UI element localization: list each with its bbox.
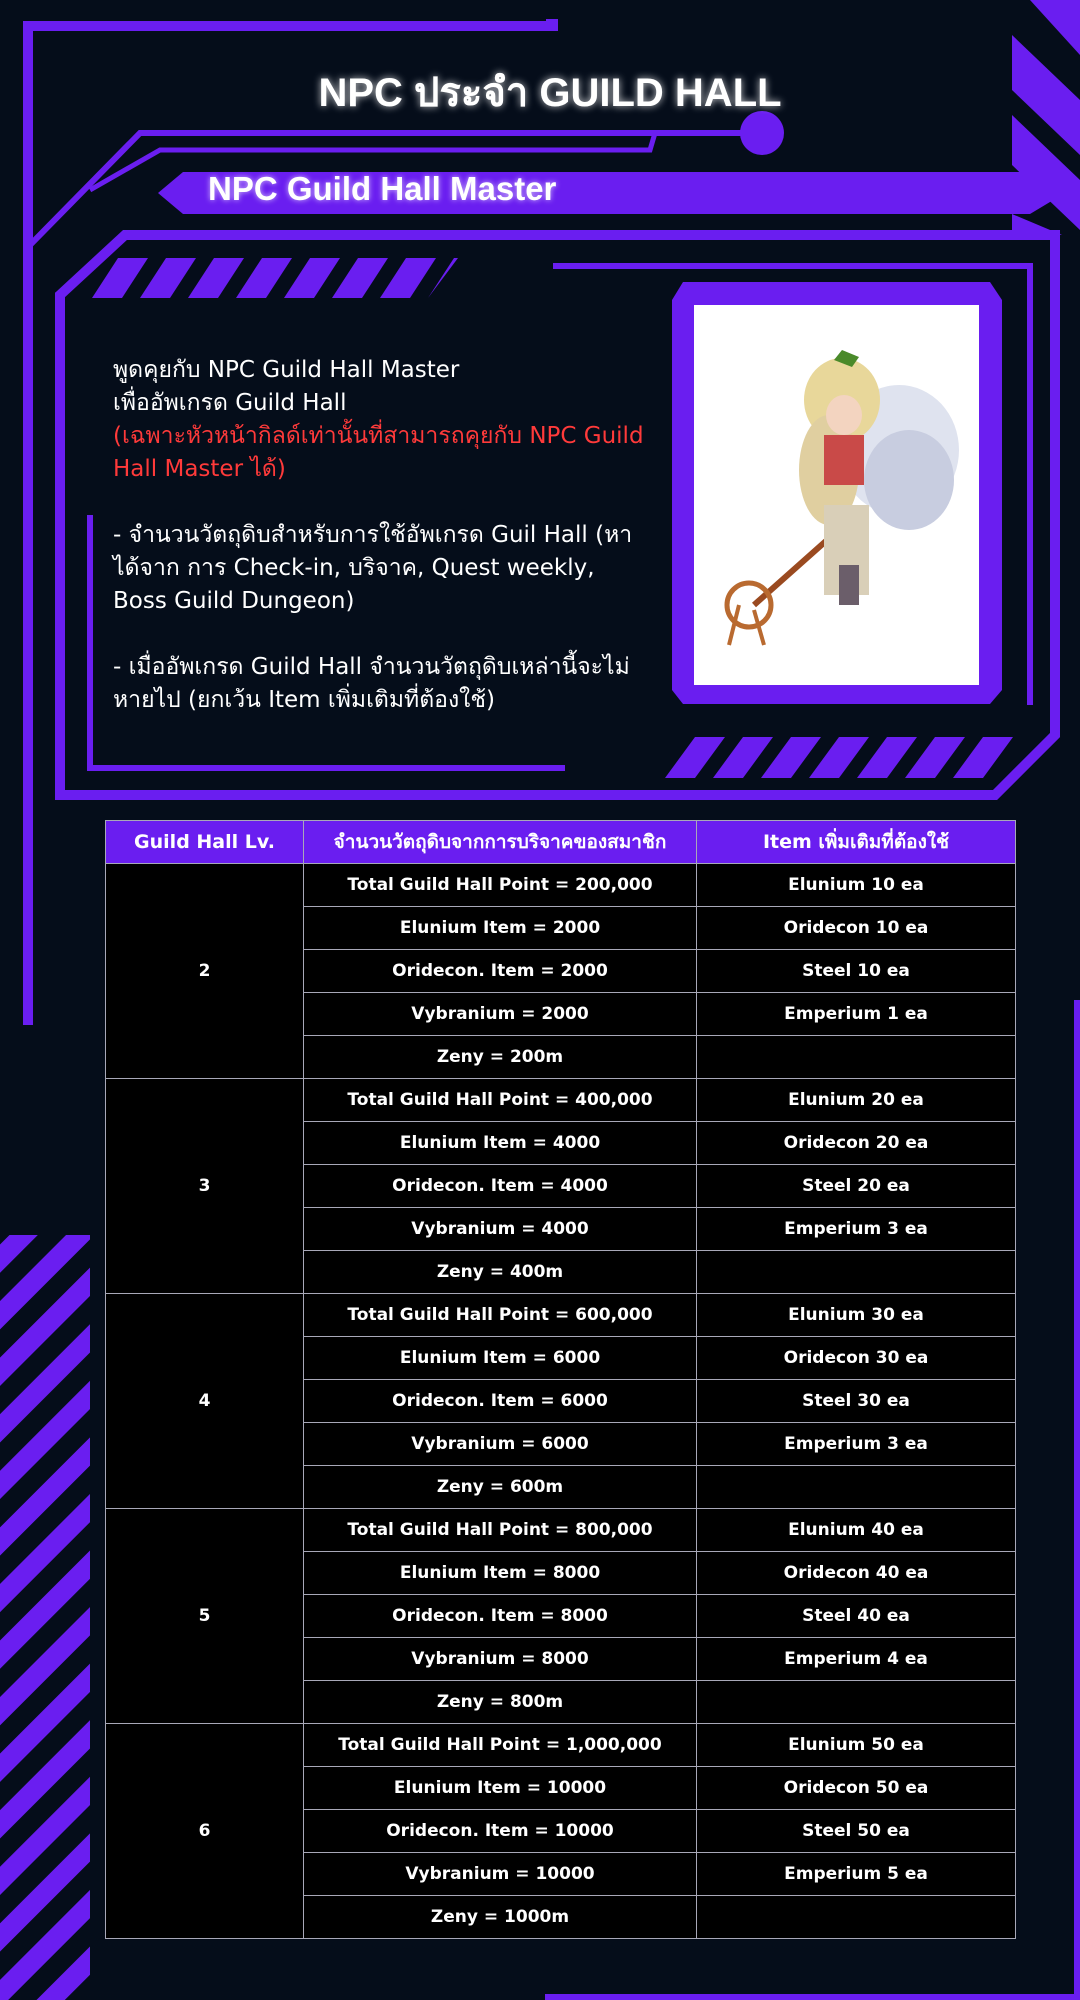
item-cell: Steel 20 ea xyxy=(697,1165,1016,1208)
page-title: NPC ประจำ GUILD HALL xyxy=(318,71,782,115)
item-cell: Oridecon 20 ea xyxy=(697,1122,1016,1165)
material-cell: Elunium Item = 8000 xyxy=(304,1552,697,1595)
item-cell: Oridecon 10 ea xyxy=(697,907,1016,950)
item-cell: Steel 30 ea xyxy=(697,1380,1016,1423)
item-cell: Elunium 50 ea xyxy=(697,1724,1016,1767)
npc-guild-hall-master-sprite-icon xyxy=(694,305,979,685)
npc-description xyxy=(113,354,653,750)
item-cell: Elunium 30 ea xyxy=(697,1294,1016,1337)
material-cell: Zeny = 400m xyxy=(304,1251,697,1294)
item-cell xyxy=(697,1036,1016,1079)
item-cell xyxy=(697,1466,1016,1509)
material-cell: Vybranium = 2000 xyxy=(304,993,697,1036)
item-cell: Oridecon 40 ea xyxy=(697,1552,1016,1595)
material-cell: Total Guild Hall Point = 200,000 xyxy=(304,864,697,907)
material-cell: Oridecon. Item = 2000 xyxy=(304,950,697,993)
table-row xyxy=(106,1724,1016,1767)
table-header-row xyxy=(106,821,1016,864)
materials-bullet: - จำนวนวัตถุดิบสำหรับการใช้อัพเกรด Guil Hall (หาได้จาก การ Check-in, บริจาค, Quest weekly, Boss Guild Dungeon) xyxy=(113,522,633,614)
item-cell: Steel 40 ea xyxy=(697,1595,1016,1638)
materials-persist-bullet: - เมื่ออัพเกรด Guild Hall จำนวนวัตถุดิบเหล่านี้จะไม่หายไป (ยกเว้น Item เพิ่มเติมที่ต้องใช้) xyxy=(113,654,630,713)
description-line2: เพื่ออัพเกรด Guild Hall xyxy=(113,390,347,416)
material-cell: Vybranium = 10000 xyxy=(304,1853,697,1896)
description-line1: พูดคุยกับ NPC Guild Hall Master xyxy=(113,357,460,383)
material-cell: Total Guild Hall Point = 800,000 xyxy=(304,1509,697,1552)
item-cell: Oridecon 30 ea xyxy=(697,1337,1016,1380)
material-cell: Zeny = 600m xyxy=(304,1466,697,1509)
item-cell: Elunium 10 ea xyxy=(697,864,1016,907)
header-guild-hall-lv: Guild Hall Lv. xyxy=(106,821,304,864)
header-member-donation-materials: จำนวนวัตถุดิบจากการบริจาคของสมาชิก xyxy=(304,821,697,864)
item-cell: Emperium 3 ea xyxy=(697,1423,1016,1466)
material-cell: Elunium Item = 2000 xyxy=(304,907,697,950)
level-cell: 5 xyxy=(106,1509,304,1724)
npc-banner-label: NPC Guild Hall Master xyxy=(208,170,557,207)
item-cell: Emperium 3 ea xyxy=(697,1208,1016,1251)
table-row xyxy=(106,864,1016,907)
material-cell: Oridecon. Item = 10000 xyxy=(304,1810,697,1853)
material-cell: Oridecon. Item = 6000 xyxy=(304,1380,697,1423)
material-cell: Total Guild Hall Point = 1,000,000 xyxy=(304,1724,697,1767)
leader-only-note: (เฉพาะหัวหน้ากิลด์เท่านั้นที่สามารถคุยกับ NPC Guild Hall Master ได้) xyxy=(113,423,644,482)
material-cell: Total Guild Hall Point = 600,000 xyxy=(304,1294,697,1337)
item-cell: Emperium 5 ea xyxy=(697,1853,1016,1896)
table-row xyxy=(106,1294,1016,1337)
item-cell: Elunium 40 ea xyxy=(697,1509,1016,1552)
material-cell: Elunium Item = 6000 xyxy=(304,1337,697,1380)
material-cell: Vybranium = 4000 xyxy=(304,1208,697,1251)
header-additional-items: Item เพิ่มเติมที่ต้องใช้ xyxy=(697,821,1016,864)
material-cell: Oridecon. Item = 8000 xyxy=(304,1595,697,1638)
item-cell: Emperium 4 ea xyxy=(697,1638,1016,1681)
level-cell: 4 xyxy=(106,1294,304,1509)
level-cell: 6 xyxy=(106,1724,304,1939)
material-cell: Zeny = 1000m xyxy=(304,1896,697,1939)
item-cell xyxy=(697,1896,1016,1939)
item-cell xyxy=(697,1681,1016,1724)
material-cell: Vybranium = 8000 xyxy=(304,1638,697,1681)
item-cell: Steel 10 ea xyxy=(697,950,1016,993)
material-cell: Elunium Item = 10000 xyxy=(304,1767,697,1810)
material-cell: Oridecon. Item = 4000 xyxy=(304,1165,697,1208)
item-cell: Oridecon 50 ea xyxy=(697,1767,1016,1810)
material-cell: Zeny = 200m xyxy=(304,1036,697,1079)
guild-hall-upgrade-table xyxy=(105,820,1016,1939)
material-cell: Zeny = 800m xyxy=(304,1681,697,1724)
level-cell: 3 xyxy=(106,1079,304,1294)
table-row xyxy=(106,1509,1016,1552)
material-cell: Elunium Item = 4000 xyxy=(304,1122,697,1165)
item-cell: Emperium 1 ea xyxy=(697,993,1016,1036)
material-cell: Vybranium = 6000 xyxy=(304,1423,697,1466)
item-cell xyxy=(697,1251,1016,1294)
table-row xyxy=(106,1079,1016,1122)
level-cell: 2 xyxy=(106,864,304,1079)
npc-portrait xyxy=(694,305,979,685)
item-cell: Elunium 20 ea xyxy=(697,1079,1016,1122)
material-cell: Total Guild Hall Point = 400,000 xyxy=(304,1079,697,1122)
item-cell: Steel 50 ea xyxy=(697,1810,1016,1853)
